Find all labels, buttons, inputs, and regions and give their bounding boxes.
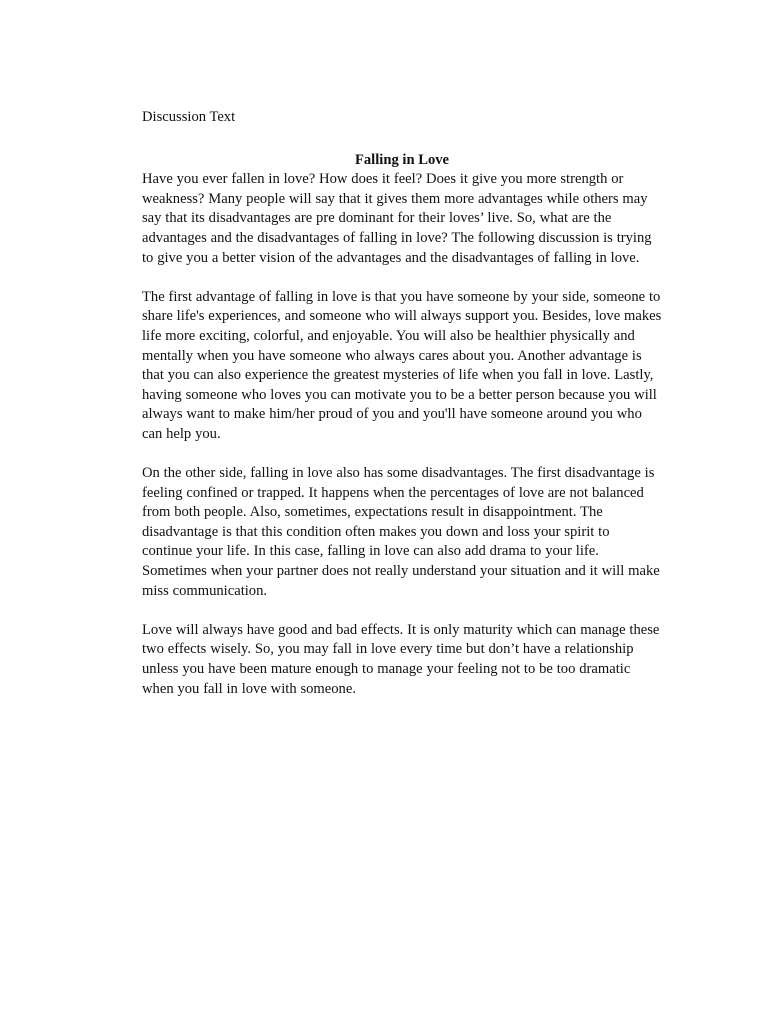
paragraph-advantages: The first advantage of falling in love is that you have someone by your side, someone to share life's experiences, and someone who will always support you. Besides, love makes life more exciting, colorful, and enjoyable. You will also be healthier physically and mentally when you have someone who always cares about you. Another advantage is that you can also experience the greatest mysteries of life when you fall in love. Lastly, having someone who loves you can motivate you to be a better person because you will always want to make him/her proud of you and you'll have someone around you who can help you. <box>142 288 662 442</box>
document-title: Falling in Love <box>354 151 450 168</box>
paragraph-conclusion: Love will always have good and bad effects. It is only maturity which can manage these two effects wisely. So, you may fall in love every time but don’t have a relationship unless you have been mature enough to manage your feeling not to be too dramatic when you fall in love with someone. <box>142 621 660 697</box>
document-type-label: Discussion Text <box>142 109 236 125</box>
paragraph-disadvantages: On the other side, falling in love also has some disadvantages. The first disadvantage is feeling confined or trapped. It happens when the percentages of love are not balanced from both people. Also, sometimes, expectations result in disappointment. The disadvantage is that this condition often makes you down and loss your spirit to continue your life. In this case, falling in love can also add drama to your life. Sometimes when your partner does not really understand your situation and it will make miss communication. <box>142 465 660 599</box>
paragraph-introduction: Have you ever fallen in love? How does it feel? Does it give you more strength or weakness? Many people will say that it gives them more advantages while others may say that its disadvantages are pre dominant for their loves’ live. So, what are the advantages and the disadvantages of falling in love? The following discussion is trying to give you a better vision of the advantages and the disadvantages of falling in love. <box>142 171 652 266</box>
document-body <box>142 108 662 719</box>
